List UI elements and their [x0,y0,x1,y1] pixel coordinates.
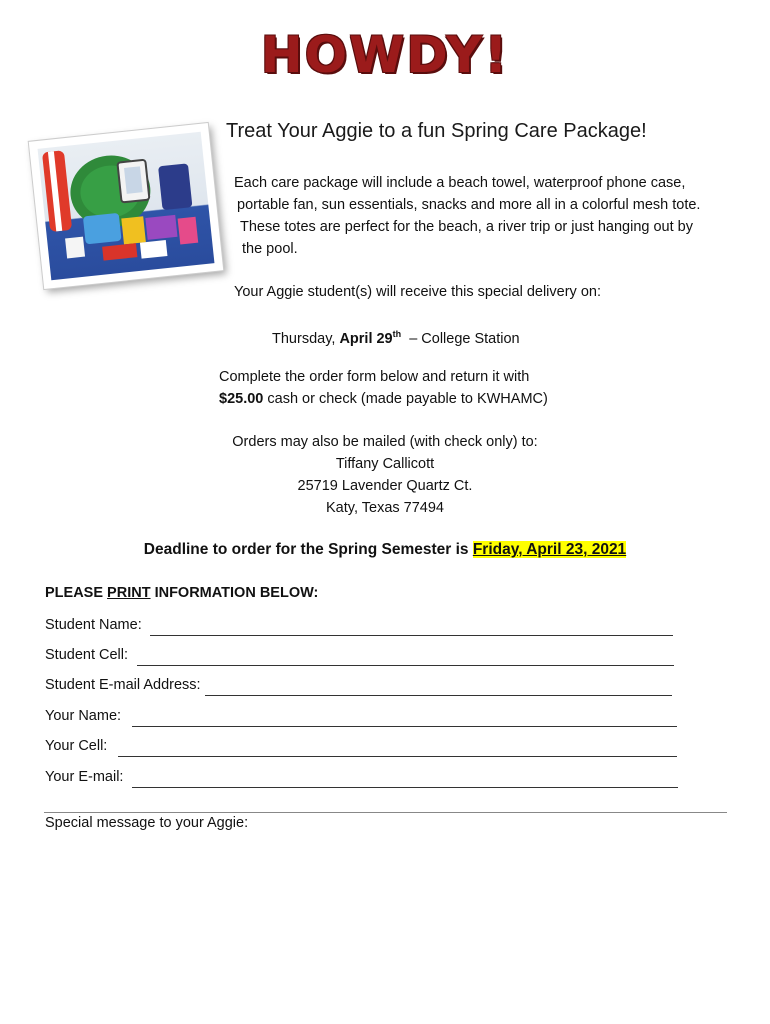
your-email-label: Your E-mail: [45,769,124,785]
description-line-2: portable fan, sun essentials, snacks and more all in a colorful mesh tote. [237,197,701,213]
payment-amount: $25.00 [219,391,264,407]
mail-city: Katy, Texas 77494 [326,500,444,516]
your-email-line[interactable] [132,787,678,788]
student-cell-line[interactable] [137,665,674,666]
deadline-date: Friday, April 23, 2021 [472,541,627,558]
delivery-place: – College Station [409,330,520,347]
deadline-text: Deadline to order for the Spring Semester is [143,541,473,558]
mail-instructions: Orders may also be mailed (with check only) to: [232,434,538,450]
student-email-line[interactable] [205,695,672,696]
student-cell-field[interactable] [45,647,674,669]
payment-line-1: Complete the order form below and return it with [219,369,530,385]
payment-line-2 [219,388,548,410]
your-name-label: Your Name: [45,708,122,724]
headline: Treat Your Aggie to a fun Spring Care Package! [226,120,647,142]
student-name-label: Student Name: [45,617,142,633]
student-email-label: Student E-mail Address: [45,677,201,693]
payment-instructions: cash or check (made payable to KWHAMC) [263,391,548,407]
form-instruction-c: INFORMATION BELOW: [150,585,319,601]
delivery-date-suffix: th [392,329,402,339]
delivery-intro: Your Aggie student(s) will receive this special delivery on: [234,284,601,300]
description-line-1: Each care package will include a beach towel, waterproof phone case, [234,175,686,191]
delivery-date-line [272,323,520,350]
student-name-field[interactable] [45,617,673,639]
care-package-photo [29,123,223,289]
divider [44,812,727,813]
care-package-image [38,132,215,280]
deadline-notice [0,541,770,559]
your-name-line[interactable] [132,726,677,727]
special-message-label: Special message to your Aggie: [45,815,249,831]
your-cell-line[interactable] [118,756,677,757]
special-message-area[interactable] [45,840,725,1010]
student-name-line[interactable] [150,635,673,636]
mail-name: Tiffany Callicott [335,456,435,472]
your-cell-field[interactable] [45,738,677,760]
delivery-date: April 29 [339,330,393,347]
delivery-day: Thursday, [272,330,336,347]
howdy-title: HOWDY! [260,26,510,84]
form-instruction-a: PLEASE [45,585,108,601]
form-instruction [45,585,318,601]
student-email-field[interactable] [45,677,672,699]
tote-illustration [38,132,215,280]
your-name-field[interactable] [45,708,677,730]
mail-street: 25719 Lavender Quartz Ct. [297,478,473,494]
description-line-4: the pool. [242,241,298,257]
description-line-3: These totes are perfect for the beach, a river trip or just hanging out by [240,219,693,235]
your-cell-label: Your Cell: [45,738,108,754]
your-email-field[interactable] [45,769,678,791]
student-cell-label: Student Cell: [45,647,129,663]
form-instruction-print: PRINT [107,585,151,601]
